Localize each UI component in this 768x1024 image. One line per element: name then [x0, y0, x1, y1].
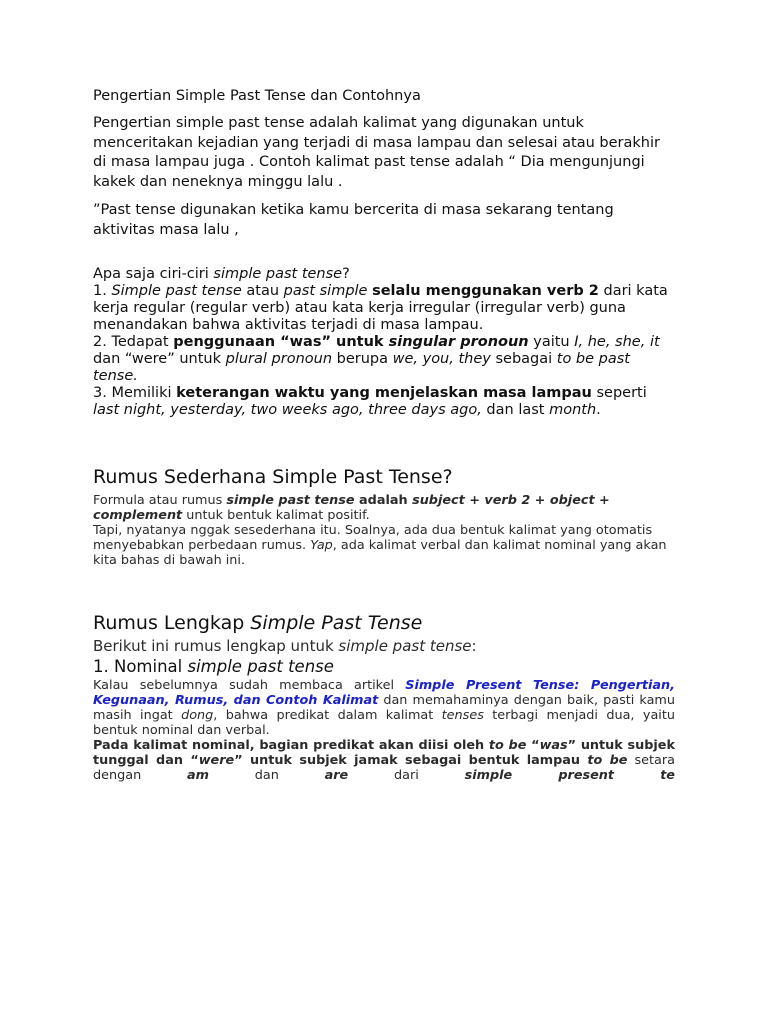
definition-paragraph: Pengertian simple past tense adalah kalimat yang digunakan untuk menceritakan kejadian yang terjadi di masa lampau dan selesai atau berakhir di masa lampau juga . Contoh kalimat past tense adalah “ Dia mengunjungi kakek dan neneknya minggu lalu . — [93, 115, 660, 190]
characteristic-item-1: 1. Simple past tense atau past simple selalu menggunakan verb 2 dari kata kerja regular (regular verb) atau kata kerja irregular (irregular verb) guna menandakan bahwa aktivitas terjadi di masa lampau. — [93, 282, 668, 333]
usage-paragraph: ”Past tense digunakan ketika kamu bercerita di masa sekarang tentang aktivitas masa lalu , — [93, 202, 614, 238]
simple-formula-text — [93, 493, 675, 568]
article-title: Pengertian Simple Past Tense dan Contohnya — [93, 88, 421, 104]
formula-line: Formula atau rumus simple past tense adalah subject + verb 2 + object + complement untuk bentuk kalimat positif. — [93, 492, 610, 523]
nominal-paragraph-2: Pada kalimat nominal, bagian predikat akan diisi oleh to be “was” untuk subjek tunggal dan “were” untuk subjek jamak sebagai bentuk lampau to be setara dengan am dan are dari simple present te — [93, 737, 675, 783]
nominal-subheading: 1. Nominal simple past tense — [93, 656, 334, 676]
nominal-text — [93, 678, 675, 783]
full-formula-intro: Berikut ini rumus lengkap untuk simple past tense: — [93, 636, 477, 655]
nominal-paragraph-1: Kalau sebelumnya sudah membaca artikel Simple Present Tense: Pengertian, Kegunaan, Rumus, dan Contoh Kalimat dan memahaminya dengan baik, pasti kamu masih ingat dong, bahwa predikat dalam kalimat tenses terbagi menjadi dua, yaitu bentuk nominal dan verbal. — [93, 677, 675, 738]
formula-note: Tapi, nyatanya nggak sesederhana itu. Soalnya, ada dua bentuk kalimat yang otomatis menyebabkan perbedaan rumus. Yap, ada kalimat verbal dan kalimat nominal yang akan kita bahas di bawah ini. — [93, 522, 667, 568]
simple-formula-heading: Rumus Sederhana Simple Past Tense? — [93, 465, 453, 488]
characteristic-item-3: 3. Memiliki keterangan waktu yang menjelaskan masa lampau seperti last night, yesterday, two weeks ago, three days ago, dan last month. — [93, 384, 647, 418]
characteristic-item-2: 2. Tedapat penggunaan “was” untuk singular pronoun yaitu I, he, she, it dan “were” untuk plural pronoun berupa we, you, they sebagai to be past tense. — [93, 333, 660, 384]
characteristics-question: Apa saja ciri-ciri simple past tense? — [93, 265, 350, 282]
full-formula-heading: Rumus Lengkap Simple Past Tense — [93, 611, 423, 634]
characteristics-list — [93, 266, 675, 419]
document-body — [93, 86, 675, 783]
article-link[interactable]: Simple Present Tense: Pengertian, Kegunaan, Rumus, dan Contoh Kalimat — [93, 677, 675, 708]
